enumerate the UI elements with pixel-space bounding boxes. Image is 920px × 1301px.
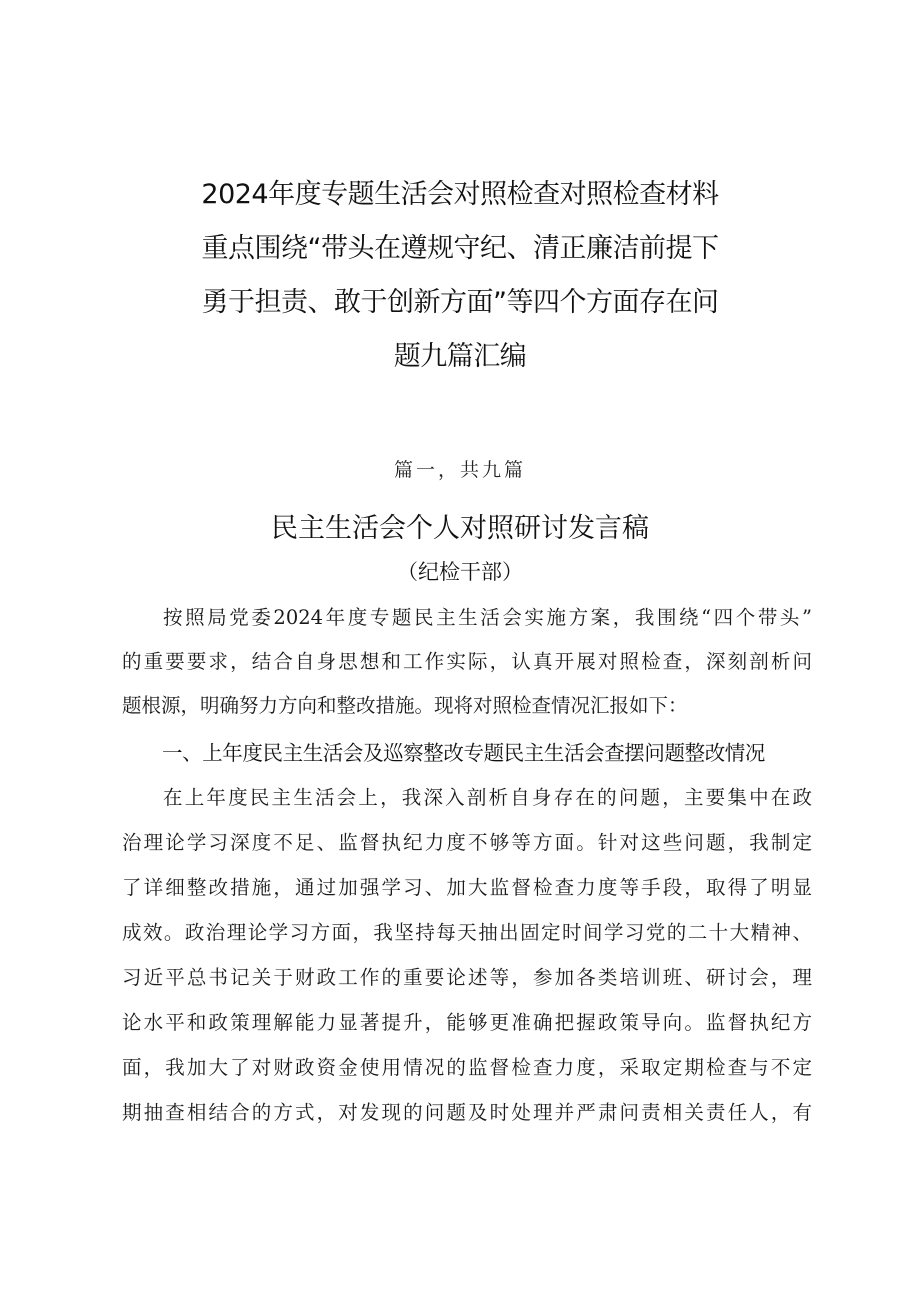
paragraph-line: 了详细整改措施，通过加强学习、加大监督检查力度等手段，取得了明显 xyxy=(122,876,812,899)
paragraph-line: 按照局党委2024年度专题民主生活会实施方案，我围绕“四个带头” xyxy=(163,606,812,629)
paragraph-line: 治理论学习深度不足、监督执纪力度不够等方面。针对这些问题，我制定 xyxy=(122,831,812,854)
paragraph-line: 论水平和政策理解能力显著提升，能够更准确把握政策导向。监督执纪方 xyxy=(122,1011,812,1034)
paragraph-line: 的重要要求，结合自身思想和工作实际，认真开展对照检查，深刻剖析问 xyxy=(122,650,812,673)
title-line: 勇于担责、敢于创新方面”等四个方面存在问 xyxy=(201,287,719,318)
paragraph-line: 成效。政治理论学习方面，我坚持每天抽出固定时间学习党的二十大精神、 xyxy=(122,921,812,944)
title-line: 重点围绕“带头在遵规守纪、清正廉洁前提下 xyxy=(201,233,719,264)
paragraph-line: 面，我加大了对财政资金使用情况的监督检查力度，采取定期检查与不定 xyxy=(122,1056,812,1079)
paragraph-line: 题根源，明确努力方向和整改措施。现将对照检查情况汇报如下： xyxy=(122,694,688,717)
part-label: 篇一，共九篇 xyxy=(393,459,526,481)
title-line: 题九篇汇编 xyxy=(393,341,527,372)
paragraph-line: 习近平总书记关于财政工作的重要论述等，参加各类培训班、研讨会，理 xyxy=(122,966,812,989)
paragraph-line: 在上年度民主生活会上，我深入剖析自身存在的问题，主要集中在政 xyxy=(163,786,812,809)
speech-title: 民主生活会个人对照研讨发言稿 xyxy=(271,513,649,544)
title-line: 2024年度专题生活会对照检查对照检查材料 xyxy=(201,179,719,210)
section-heading: 一、上年度民主生活会及巡察整改专题民主生活会查摆问题整改情况 xyxy=(162,741,765,765)
paragraph-line: 期抽查相结合的方式，对发现的问题及时处理并严肃问责相关责任人，有 xyxy=(122,1101,812,1124)
speech-author-note: （纪检干部） xyxy=(397,560,523,584)
document-title xyxy=(140,168,780,384)
